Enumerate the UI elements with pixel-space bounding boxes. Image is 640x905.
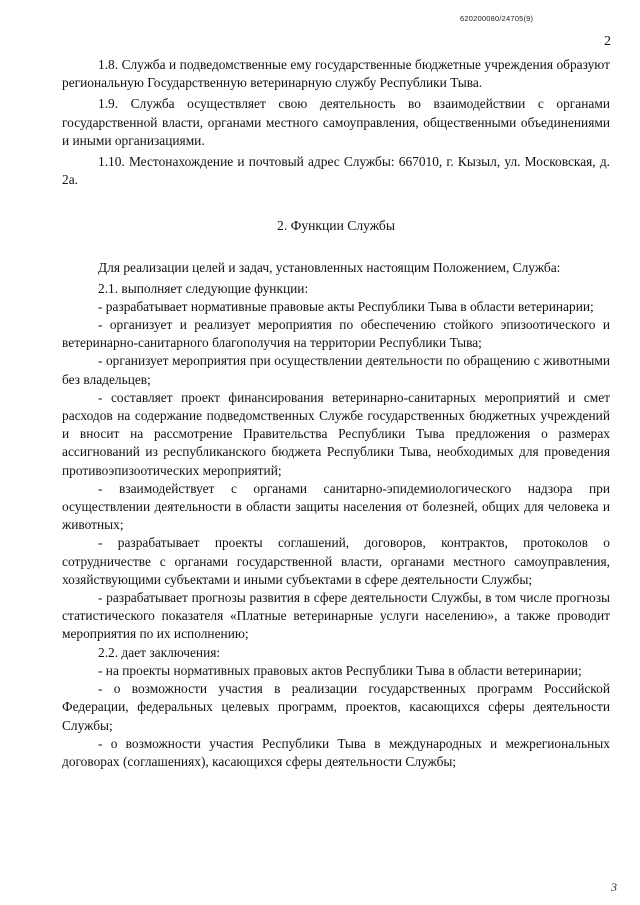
- page-number: 2: [604, 34, 611, 49]
- clause-1-10: 1.10. Местонахождение и почтовый адрес Службы: 667010, г. Кызыл, ул. Московская, д. 2а.: [62, 154, 610, 188]
- function-item: - составляет проект финансирования ветеринарно-санитарных мероприятий и смет расходов на содержание подведомственных Службе государственных бюджетных учреждений и вносит на рассмотрение Правительства Республики Тыва предложения о размерах ассигнований из республиканского бюджета Республики Тыва, необходимых для проведения противоэпизоотических мероприятий;: [62, 389, 610, 478]
- function-item: - разрабатывает проекты соглашений, договоров, контрактов, протоколов о сотрудничестве с органами государственной власти, органами местного самоуправления, хозяйствующими субъектами и иными субъектами в сфере деятельности Службы;: [62, 535, 610, 587]
- clause-1-8: 1.8. Служба и подведомственные ему государственные бюджетные учреждения образуют региональную Государственную ветеринарную службу Республики Тыва.: [62, 57, 610, 91]
- subclause-2-2-heading: 2.2. дает заключения:: [98, 644, 221, 660]
- conclusion-item: - о возможности участия Республики Тыва в международных и межрегиональных договорах (соглашениях), касающихся сферы деятельности Службы;: [62, 735, 610, 769]
- subclause-2-1-heading: 2.1. выполняет следующие функции:: [98, 280, 309, 296]
- document-body: [62, 56, 610, 771]
- clause-1-9: 1.9. Служба осуществляет свою деятельность во взаимодействии с органами государственной власти, органами местного самоуправления, общественными объединениями и иными организациями.: [62, 96, 610, 148]
- function-item: - организует и реализует мероприятия по обеспечению стойкого эпизоотического и ветеринарно-санитарного благополучия на территории Республики Тыва;: [62, 317, 610, 351]
- function-item: - разрабатывает нормативные правовые акты Республики Тыва в области ветеринарии;: [98, 298, 594, 314]
- chapter-intro: Для реализации целей и задач, установленных настоящим Положением, Служба:: [98, 260, 561, 276]
- function-item: - взаимодействует с органами санитарно-эпидемиологического надзора при осуществлении деятельности в области защиты населения от болезней, общих для человека и животных;: [62, 480, 610, 533]
- conclusion-item: - на проекты нормативных правовых актов Республики Тыва в области ветеринарии;: [98, 662, 582, 678]
- handwritten-page-mark: 3: [611, 880, 617, 894]
- function-item: - организует мероприятия при осуществлении деятельности по обращению с животными без владельцев;: [62, 353, 610, 387]
- function-item: - разрабатывает прогнозы развития в сфере деятельности Службы, в том числе прогнозы статистического показателя «Платные ветеринарные услуги населению», а также проводит мероприятия по их исполнению;: [62, 590, 610, 642]
- conclusion-item: - о возможности участия в реализации государственных программ Российской Федерации, федеральных целевых программ, проектов, касающихся сферы деятельности Службы;: [62, 681, 610, 733]
- chapter-title: 2. Функции Службы: [277, 218, 395, 234]
- document-id: 620200080/24705(9): [460, 14, 534, 23]
